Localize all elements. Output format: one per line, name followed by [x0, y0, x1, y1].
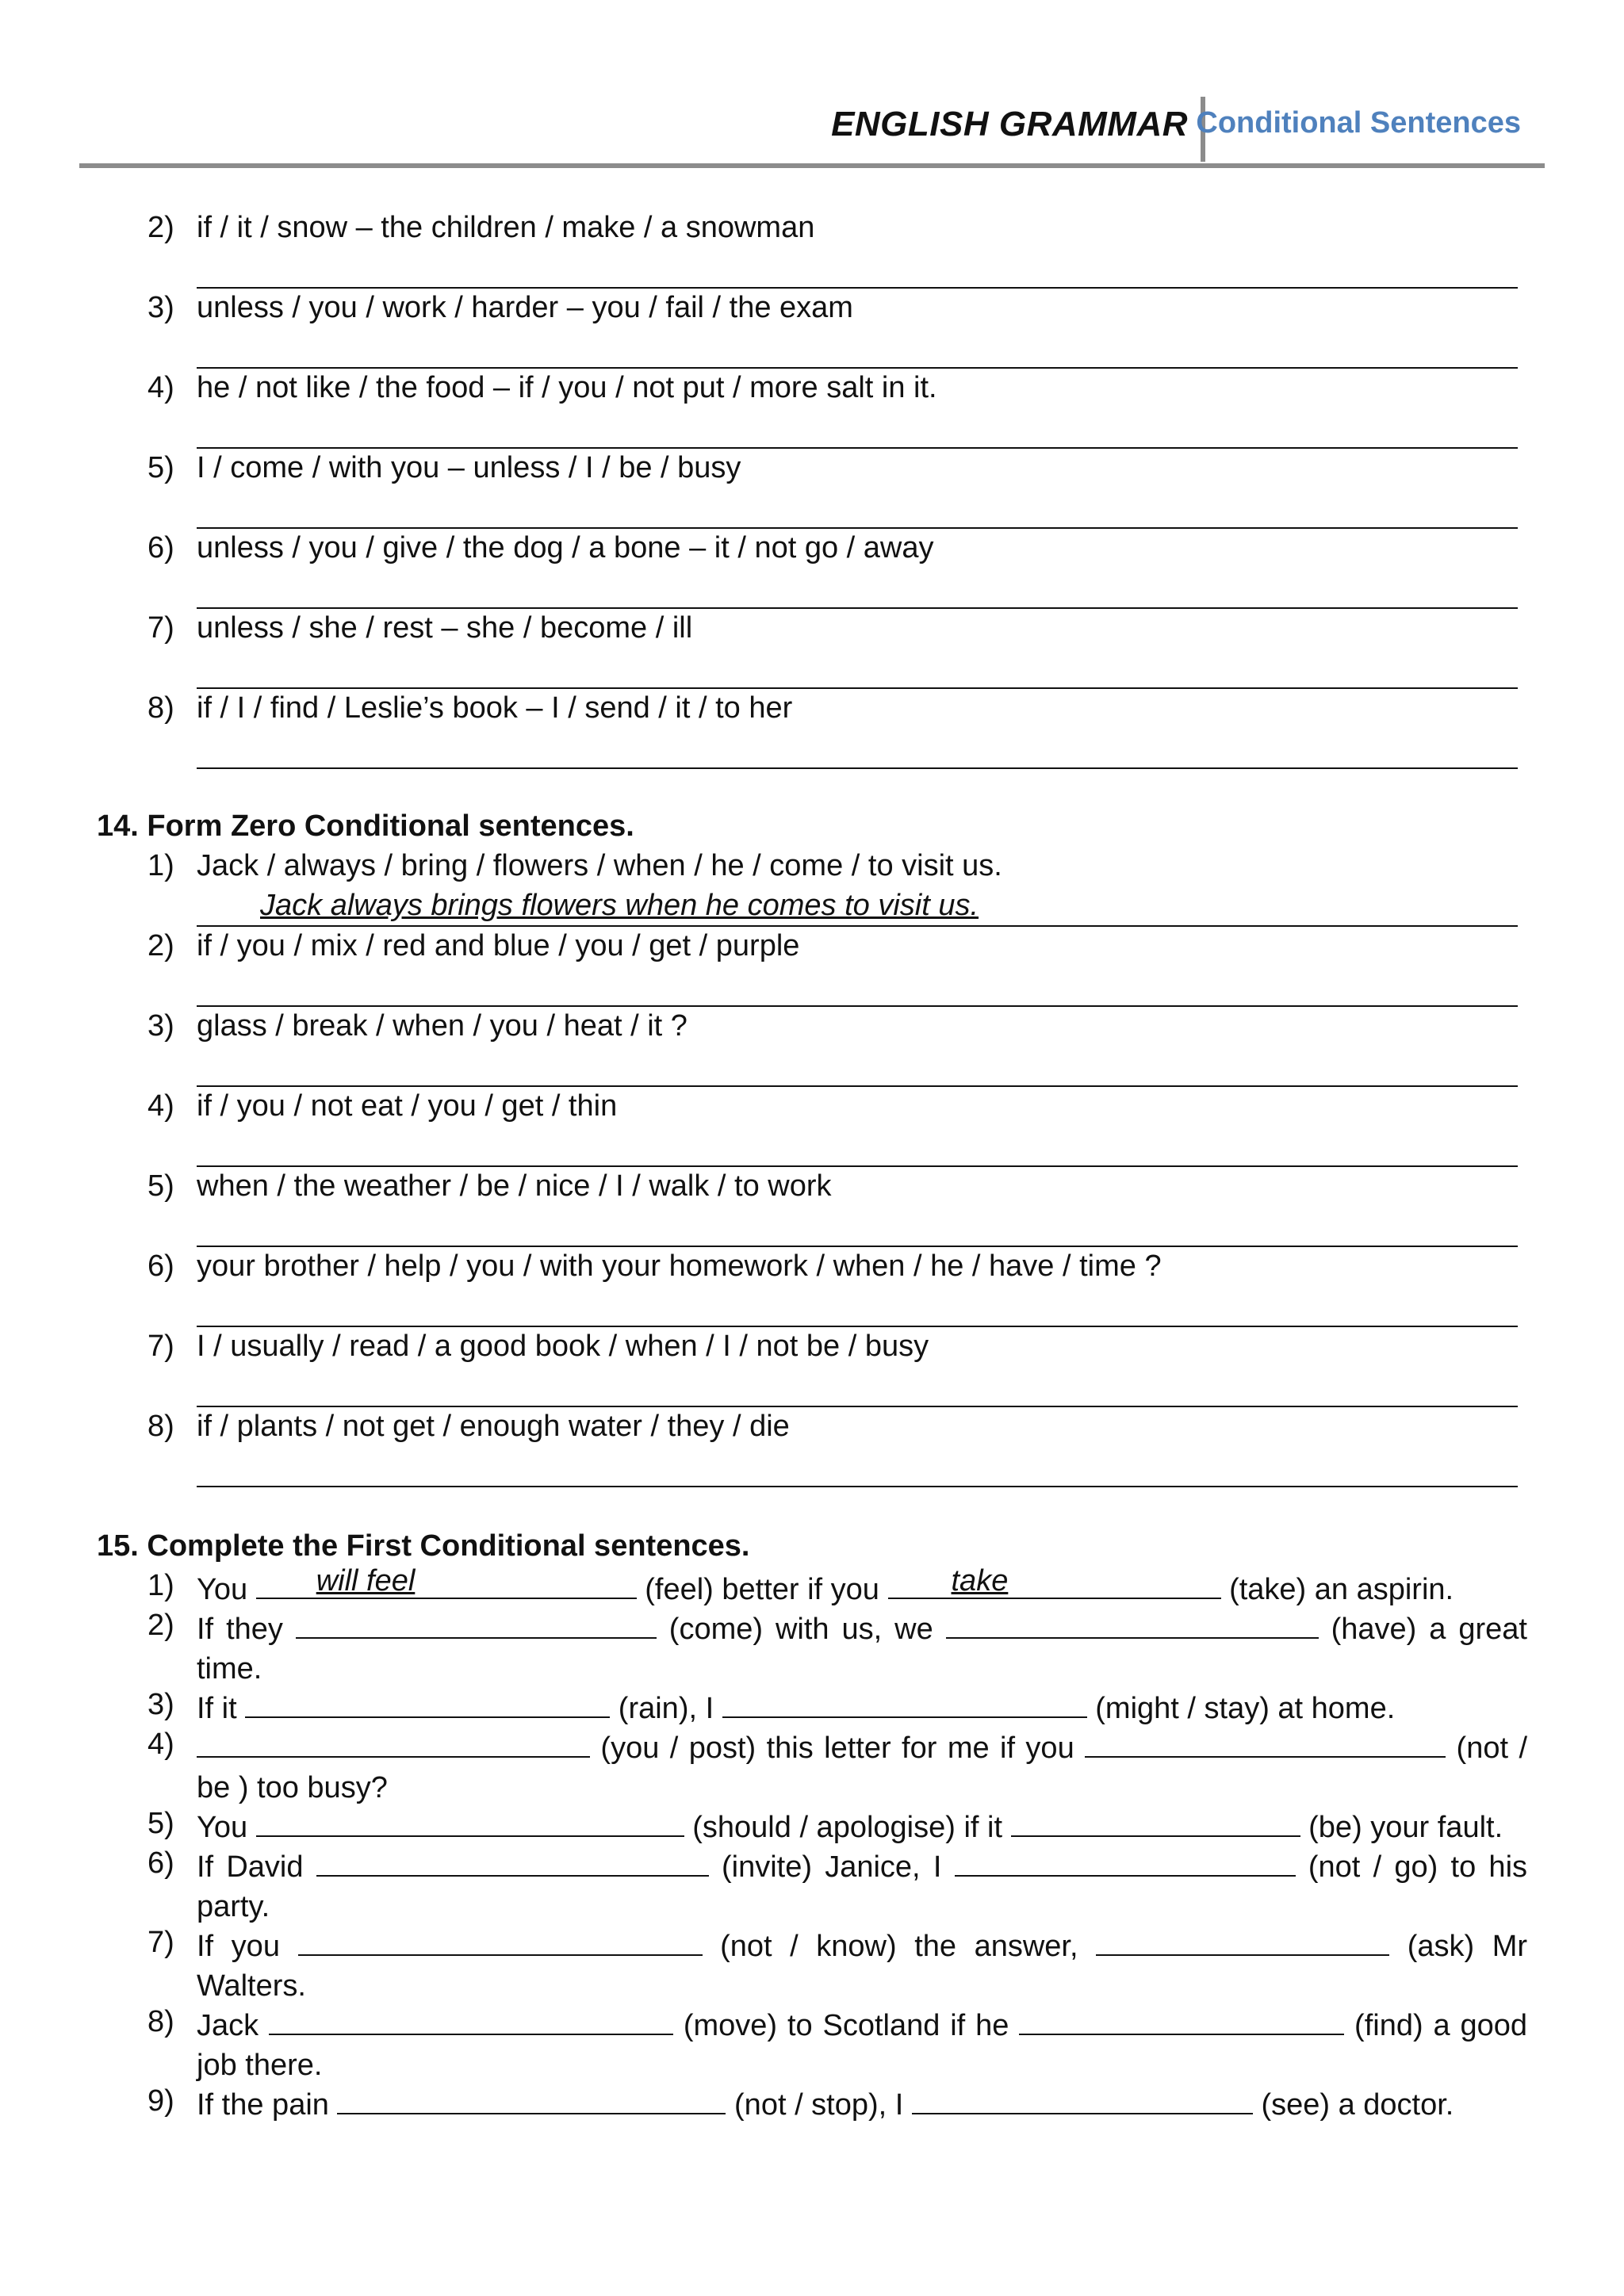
- answer-blank[interactable]: [722, 1685, 1087, 1718]
- cloze-sentence: [197, 1685, 1527, 1728]
- item-number: 9): [147, 2084, 174, 2118]
- page-header: [79, 94, 1545, 166]
- item-number: 7): [147, 1330, 174, 1363]
- item-number: 6): [147, 1249, 174, 1283]
- item-prompt: he / not like / the food – if / you / not put / more salt in it.: [197, 371, 937, 404]
- sentence-part: (take) an aspirin.: [1229, 1573, 1454, 1606]
- sentence-part: (you / post) this letter for me if you: [600, 1732, 1086, 1765]
- item-number: 7): [147, 611, 174, 645]
- item-number: 3): [147, 1009, 174, 1043]
- item-number: 5): [147, 1169, 174, 1203]
- item-prompt: unless / you / give / the dog / a bone – it / not go / away: [197, 531, 934, 564]
- cloze-sentence: [197, 1923, 1527, 2006]
- answer-blank[interactable]: [1096, 1923, 1389, 1956]
- answer-blank[interactable]: [269, 2002, 673, 2035]
- item-number: 7): [147, 1926, 174, 1959]
- item-number: 2): [147, 929, 174, 962]
- item-prompt: if / plants / not get / enough water / they / die: [197, 1410, 790, 1443]
- item-number: 4): [147, 1089, 174, 1123]
- item-number: 2): [147, 211, 174, 244]
- sentence-part: Jack: [197, 2009, 269, 2042]
- item-prompt: I / come / with you – unless / I / be / busy: [197, 451, 741, 484]
- sentence-part: If the pain: [197, 2088, 338, 2122]
- item-number: 4): [147, 1728, 174, 1761]
- answer-blank[interactable]: [256, 1566, 637, 1599]
- sentence-part: (might / stay) at home.: [1095, 1692, 1396, 1725]
- item-prompt: when / the weather / be / nice / I / walk / to work: [197, 1169, 832, 1203]
- answer-line[interactable]: [197, 568, 1518, 609]
- example-fill: take: [951, 1564, 1009, 1598]
- sentence-part: If they: [197, 1613, 296, 1646]
- answer-line[interactable]: [197, 1126, 1518, 1167]
- sentence-part: (feel) better if you: [645, 1573, 888, 1606]
- answer-blank[interactable]: [912, 2081, 1253, 2114]
- item-number: 5): [147, 451, 174, 484]
- answer-blank[interactable]: [1085, 1724, 1446, 1758]
- cloze-sentence: [197, 2002, 1527, 2085]
- answer-line[interactable]: [197, 488, 1518, 529]
- answer-line[interactable]: [197, 1366, 1518, 1407]
- sentence-part: (have) a great time.: [197, 1613, 1527, 1686]
- sentence-part: (find) a good job there.: [197, 2009, 1527, 2082]
- sentence-part: (move) to Scotland if he: [683, 2009, 1020, 2042]
- item-number: 8): [147, 2005, 174, 2038]
- sentence-part: (see) a doctor.: [1261, 2088, 1454, 2122]
- answer-blank[interactable]: [245, 1685, 610, 1718]
- answer-blank[interactable]: [316, 1843, 709, 1877]
- answer-blank[interactable]: [1019, 2002, 1344, 2035]
- section-15-title: 15. Complete the First Conditional sentences.: [97, 1529, 750, 1563]
- item-number: 5): [147, 1807, 174, 1840]
- item-number: 8): [147, 691, 174, 725]
- item-prompt: if / it / snow – the children / make / a snowman: [197, 211, 815, 244]
- answer-blank[interactable]: [946, 1605, 1319, 1639]
- item-prompt: glass / break / when / you / heat / it ?: [197, 1009, 688, 1043]
- sentence-part: (rain), I: [618, 1692, 722, 1725]
- sentence-part: (not / know) the answer,: [720, 1930, 1097, 1963]
- item-number: 3): [147, 1688, 174, 1721]
- sentence-part: (come) with us, we: [668, 1613, 946, 1646]
- sentence-part: (invite) Janice, I: [721, 1850, 955, 1884]
- header-subtitle: Conditional Sentences: [1196, 106, 1521, 140]
- answer-line[interactable]: [197, 247, 1518, 289]
- item-prompt: I / usually / read / a good book / when / I / not be / busy: [197, 1330, 929, 1363]
- header-rule: [79, 163, 1545, 168]
- answer-line[interactable]: [197, 886, 1518, 927]
- item-prompt: if / you / not eat / you / get / thin: [197, 1089, 618, 1123]
- item-number: 2): [147, 1609, 174, 1642]
- sentence-part: (not / go) to his party.: [197, 1850, 1528, 1923]
- cloze-sentence: [197, 1605, 1527, 1689]
- item-prompt: if / you / mix / red and blue / you / get / purple: [197, 929, 800, 962]
- answer-blank[interactable]: [955, 1843, 1296, 1877]
- item-prompt: unless / you / work / harder – you / fail / the exam: [197, 291, 853, 324]
- sentence-part: If it: [197, 1692, 246, 1725]
- cloze-sentence: [197, 1724, 1527, 1808]
- answer-line[interactable]: [197, 1286, 1518, 1327]
- answer-blank[interactable]: [197, 1724, 590, 1758]
- answer-blank[interactable]: [296, 1605, 657, 1639]
- answer-blank[interactable]: [256, 1804, 684, 1837]
- answer-line[interactable]: [197, 1046, 1518, 1087]
- item-number: 8): [147, 1410, 174, 1443]
- cloze-sentence: [197, 2081, 1527, 2125]
- sentence-part: (should / apologise) if it: [692, 1811, 1011, 1844]
- sentence-part: (be) your fault.: [1308, 1811, 1503, 1844]
- answer-line[interactable]: [197, 966, 1518, 1007]
- item-prompt: unless / she / rest – she / become / ill: [197, 611, 693, 645]
- sentence-part: (not / stop), I: [734, 2088, 912, 2122]
- item-prompt: if / I / find / Leslie’s book – I / send / it / to her: [197, 691, 793, 725]
- section-14-title: 14. Form Zero Conditional sentences.: [97, 809, 634, 843]
- answer-line[interactable]: [197, 728, 1518, 769]
- item-number: 4): [147, 371, 174, 404]
- answer-blank[interactable]: [298, 1923, 703, 1956]
- answer-line[interactable]: [197, 327, 1518, 369]
- answer-line[interactable]: [197, 408, 1518, 449]
- cloze-sentence: [197, 1843, 1527, 1927]
- answer-line[interactable]: [197, 1446, 1518, 1487]
- answer-blank[interactable]: [337, 2081, 726, 2114]
- example-fill: will feel: [316, 1564, 416, 1598]
- cloze-sentence: [197, 1804, 1527, 1847]
- sentence-part: (not / be ) too busy?: [197, 1732, 1527, 1804]
- sentence-part: You: [197, 1573, 256, 1606]
- item-number: 6): [147, 1846, 174, 1880]
- item-number: 1): [147, 849, 174, 882]
- cloze-sentence: [197, 1566, 1527, 1609]
- answer-blank[interactable]: [888, 1566, 1221, 1599]
- item-number: 3): [147, 291, 174, 324]
- sentence-part: If you: [197, 1930, 298, 1963]
- answer-blank[interactable]: [1011, 1804, 1300, 1837]
- answer-line[interactable]: [197, 1206, 1518, 1247]
- item-prompt: your brother / help / you / with your homework / when / he / have / time ?: [197, 1249, 1162, 1283]
- sentence-part: You: [197, 1811, 256, 1844]
- item-number: 6): [147, 531, 174, 564]
- item-prompt: Jack / always / bring / flowers / when / he / come / to visit us.: [197, 849, 1002, 882]
- example-answer: Jack always brings flowers when he comes to visit us.: [260, 889, 979, 922]
- sentence-part: (ask) Mr Walters.: [197, 1930, 1528, 2003]
- header-title: ENGLISH GRAMMAR: [831, 105, 1188, 144]
- sentence-part: If David: [197, 1850, 316, 1884]
- answer-line[interactable]: [197, 648, 1518, 689]
- item-number: 1): [147, 1569, 174, 1602]
